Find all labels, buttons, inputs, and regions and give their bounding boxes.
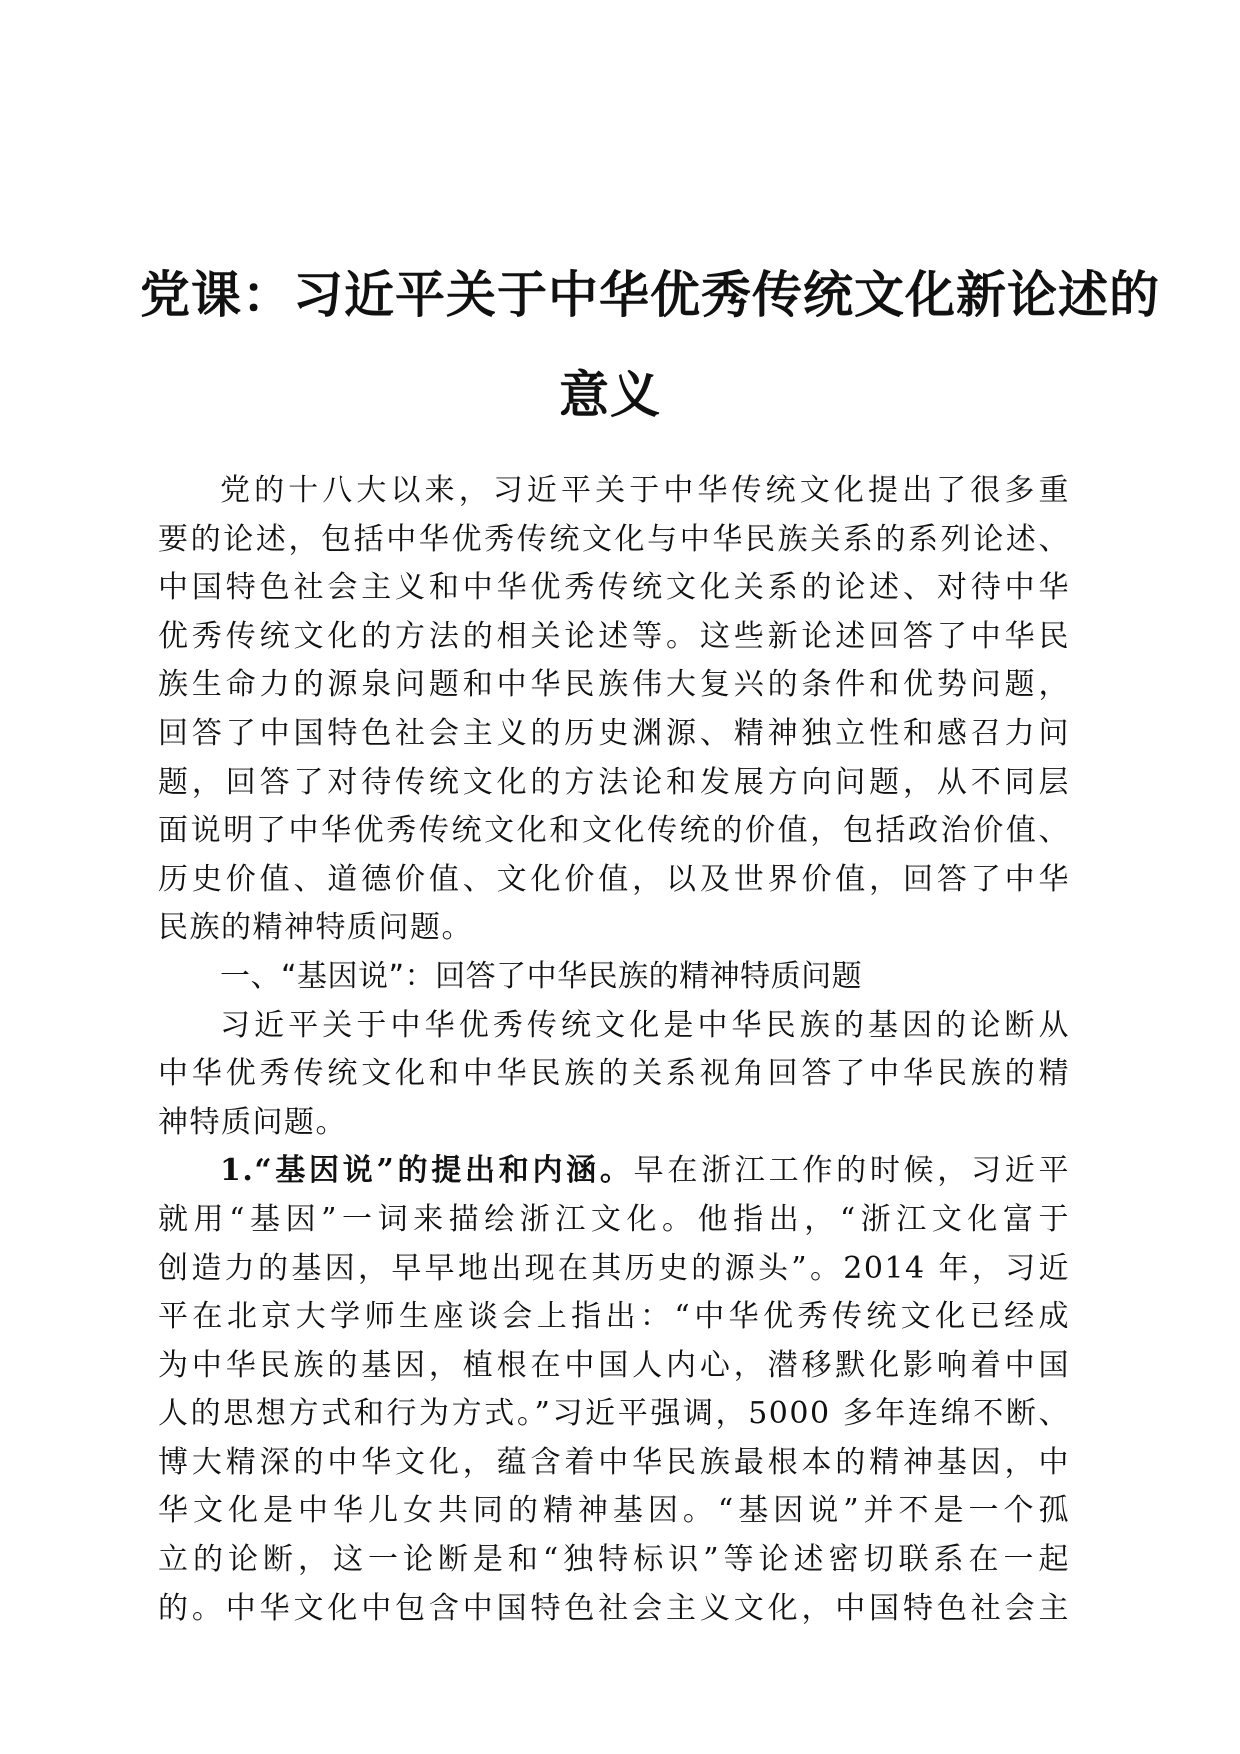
text-line: 中华优秀传统文化和中华民族的关系视角回答了中华民族的精 xyxy=(158,1056,1070,1092)
text-line: 平在北京大学师生座谈会上指出：“中华优秀传统文化已经成 xyxy=(158,1299,1070,1335)
text-line: 党的十八大以来，习近平关于中华传统文化提出了很多重 xyxy=(220,473,1070,508)
text-line: 的。中华文化中包含中国特色社会主义文化，中国特色社会主 xyxy=(158,1590,1070,1626)
subsection-lead: 1.“基因说”的提出和内涵。 xyxy=(220,1153,634,1189)
text-line: 神特质问题。 xyxy=(158,1104,347,1140)
text-line: 要的论述，包括中华优秀传统文化与中华民族关系的系列论述、 xyxy=(158,521,1070,557)
text-line: 题，回答了对待传统文化的方法论和发展方向问题，从不同层 xyxy=(158,764,1070,800)
text-line: 优秀传统文化的方法的相关论述等。这些新论述回答了中华民 xyxy=(158,618,1070,654)
text-line: 创造力的基因，早早地出现在其历史的源头”。2014 年，习近 xyxy=(158,1250,1070,1286)
document-title xyxy=(140,245,1160,445)
paragraph-intro xyxy=(158,467,1070,953)
text-run: 早在浙江工作的时候，习近平 xyxy=(633,1153,1070,1189)
section-heading: 一、“基因说”：回答了中华民族的精神特质问题 xyxy=(220,958,863,994)
text-line xyxy=(158,1147,1070,1196)
document-body xyxy=(158,467,1070,1633)
text-line: 就用“基因”一词来描绘浙江文化。他指出，“浙江文化富于 xyxy=(158,1201,1070,1237)
text-line: 历史价值、道德价值、文化价值，以及世界价值，回答了中华 xyxy=(158,861,1070,897)
text-line: 面说明了中华优秀传统文化和文化传统的价值，包括政治价值、 xyxy=(158,813,1070,849)
paragraph-gene-origin xyxy=(158,1147,1070,1633)
text-line: 人的思想方式和行为方式。”习近平强调，5000 多年连绵不断、 xyxy=(158,1396,1070,1432)
text-line: 中国特色社会主义和中华优秀传统文化关系的论述、对待中华 xyxy=(158,570,1070,606)
text-line: 族生命力的源泉问题和中华民族伟大复兴的条件和优势问题， xyxy=(158,667,1070,703)
paragraph-gene-summary xyxy=(158,1002,1070,1148)
text-line: 博大精深的中华文化，蕴含着中华民族最根本的精神基因，中 xyxy=(158,1444,1070,1480)
title-line-2: 意义 xyxy=(559,366,661,424)
text-line: 习近平关于中华优秀传统文化是中华民族的基因的论断从 xyxy=(220,1007,1070,1043)
text-line: 为中华民族的基因，植根在中国人内心，潜移默化影响着中国 xyxy=(158,1347,1070,1383)
text-line: 立的论断，这一论断是和“独特标识”等论述密切联系在一起 xyxy=(158,1542,1070,1578)
text-line: 民族的精神特质问题。 xyxy=(158,910,473,946)
text-line: 华文化是中华儿女共同的精神基因。“基因说”并不是一个孤 xyxy=(158,1493,1070,1529)
text-line: 回答了中国特色社会主义的历史渊源、精神独立性和感召力问 xyxy=(158,715,1070,751)
title-line-1: 党课：习近平关于中华优秀传统文化新论述的 xyxy=(140,266,1160,324)
